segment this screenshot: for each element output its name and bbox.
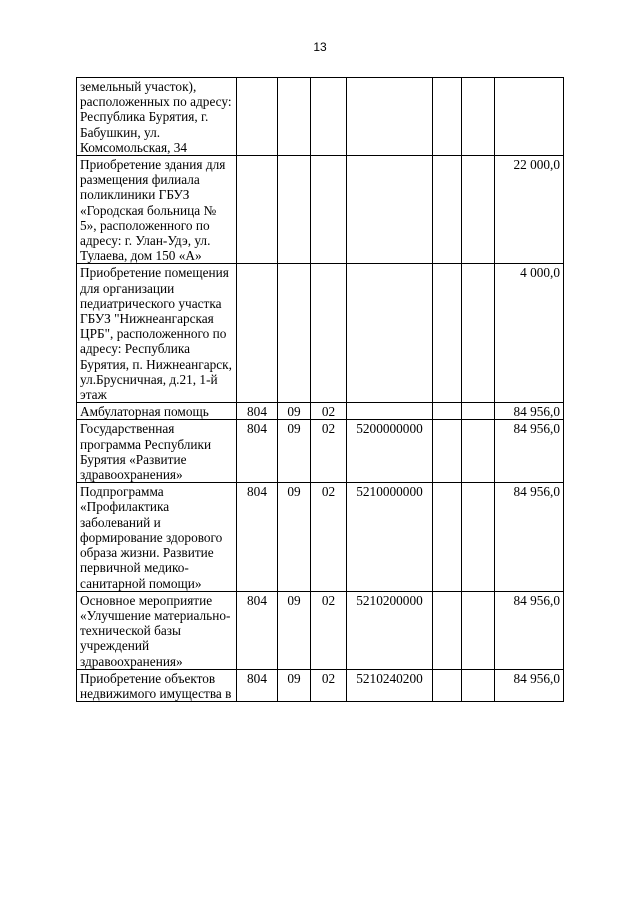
row-pr: 09: [278, 591, 311, 669]
row-vr: [433, 78, 462, 156]
row-amount: 4 000,0: [495, 264, 564, 403]
row-rz: 804: [237, 483, 278, 591]
row-amount: 84 956,0: [495, 420, 564, 483]
row-rz: [237, 78, 278, 156]
row-name: Приобретение здания для размещения филиала поликлиники ГБУЗ «Городская больница № 5», расположенного по адресу: г. Улан-Удэ, ул. Тулаева, дом 150 «А»: [77, 156, 237, 264]
row-cs: 5210000000: [347, 483, 433, 591]
row-vr: [433, 591, 462, 669]
row-vr: [433, 669, 462, 701]
row-ms: 02: [311, 669, 347, 701]
row-vr: [433, 483, 462, 591]
row-ms: 02: [311, 591, 347, 669]
row-vr: [433, 264, 462, 403]
row-amount: 84 956,0: [495, 403, 564, 420]
row-pr: [278, 264, 311, 403]
row-cs: [347, 264, 433, 403]
row-extra: [462, 78, 495, 156]
row-amount: 84 956,0: [495, 483, 564, 591]
table-row: [77, 78, 564, 156]
row-name: Основное мероприятие «Улучшение материально-технической базы учреждений здравоохранения»: [77, 591, 237, 669]
row-extra: [462, 403, 495, 420]
row-cs: [347, 78, 433, 156]
row-name: Подпрограмма «Профилактика заболеваний и формирование здорового образа жизни. Развитие первичной медико-санитарной помощи»: [77, 483, 237, 591]
row-pr: 09: [278, 403, 311, 420]
row-ms: 02: [311, 403, 347, 420]
row-ms: [311, 78, 347, 156]
row-rz: [237, 264, 278, 403]
row-cs: 5210240200: [347, 669, 433, 701]
row-rz: 804: [237, 591, 278, 669]
row-ms: 02: [311, 483, 347, 591]
row-rz: [237, 156, 278, 264]
row-amount: 84 956,0: [495, 669, 564, 701]
table-row: [77, 420, 564, 483]
row-extra: [462, 156, 495, 264]
row-amount: 84 956,0: [495, 591, 564, 669]
row-pr: [278, 78, 311, 156]
table-row: [77, 403, 564, 420]
row-pr: 09: [278, 483, 311, 591]
row-vr: [433, 403, 462, 420]
row-rz: 804: [237, 403, 278, 420]
row-amount: 22 000,0: [495, 156, 564, 264]
table-row: [77, 669, 564, 701]
row-ms: [311, 264, 347, 403]
budget-table: [76, 77, 564, 702]
table-row: [77, 264, 564, 403]
row-rz: 804: [237, 420, 278, 483]
page-number: 13: [313, 40, 327, 54]
row-cs: 5210200000: [347, 591, 433, 669]
row-pr: 09: [278, 669, 311, 701]
row-ms: [311, 156, 347, 264]
row-extra: [462, 420, 495, 483]
row-name: Приобретение помещения для организации педиатрического участка ГБУЗ "Нижнеангарская ЦРБ", расположенного по адресу: Республика Бурятия, п. Нижнеангарск, ул.Брусничная, д.21, 1-й этаж: [77, 264, 237, 403]
row-name: Приобретение объектов недвижимого имущества в: [77, 669, 237, 701]
row-pr: [278, 156, 311, 264]
row-amount: [495, 78, 564, 156]
row-ms: 02: [311, 420, 347, 483]
row-extra: [462, 591, 495, 669]
row-extra: [462, 669, 495, 701]
row-name: земельный участок), расположенных по адресу: Республика Бурятия, г. Бабушкин, ул. Комсомольская, 34: [77, 78, 237, 156]
table-row: [77, 156, 564, 264]
row-pr: 09: [278, 420, 311, 483]
table-row: [77, 591, 564, 669]
table-row: [77, 483, 564, 591]
row-extra: [462, 483, 495, 591]
row-vr: [433, 156, 462, 264]
row-vr: [433, 420, 462, 483]
row-cs: [347, 156, 433, 264]
row-cs: 5200000000: [347, 420, 433, 483]
row-name: Амбулаторная помощь: [77, 403, 237, 420]
row-name: Государственная программа Республики Бурятия «Развитие здравоохранения»: [77, 420, 237, 483]
row-rz: 804: [237, 669, 278, 701]
row-cs: [347, 403, 433, 420]
row-extra: [462, 264, 495, 403]
